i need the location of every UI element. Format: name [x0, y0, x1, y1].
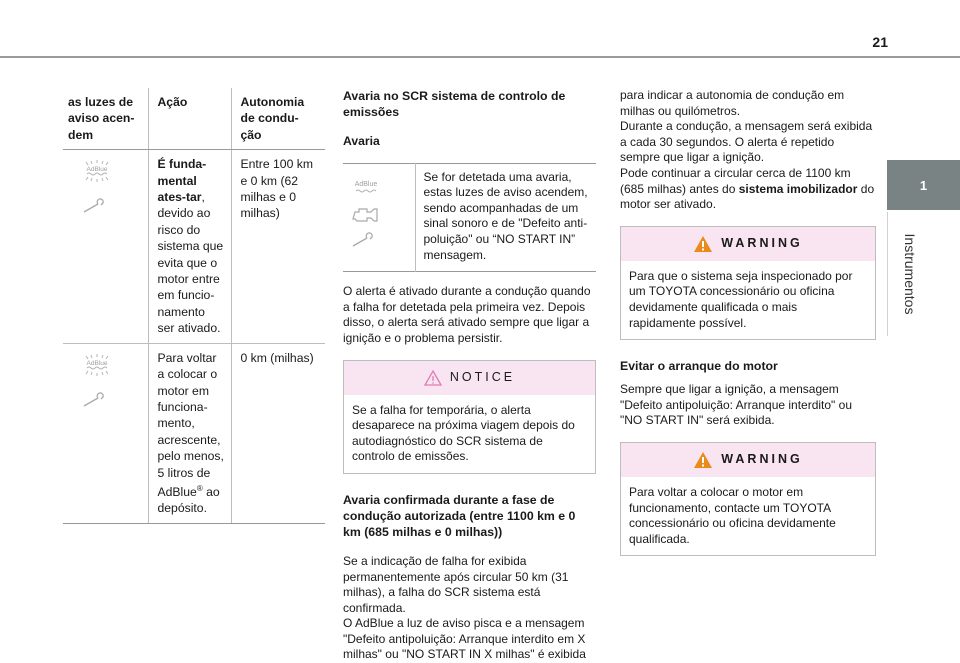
side-tab-panel — [887, 212, 960, 336]
section-heading: Avaria no SCR sistema de controlo de emissões — [343, 89, 566, 119]
wrench-icon — [351, 234, 377, 248]
notice-icon — [424, 370, 442, 386]
adblue-warning-icon — [82, 354, 112, 376]
svg-text:AdBlue: AdBlue — [354, 180, 378, 188]
section-heading: Evitar o arranque do motor — [620, 359, 778, 374]
svg-text:AdBlue: AdBlue — [86, 359, 108, 367]
table-row — [63, 343, 325, 523]
adblue-warning-icon — [82, 160, 112, 182]
paragraph: O AdBlue a luz de aviso pisca e a mensagem "Defeito antipoluição: Arranque interdito em X milhas" ou "NO START IN X milhas" é exibida — [343, 616, 586, 662]
header-rule — [0, 56, 960, 58]
table-header-action: Ação — [148, 88, 231, 150]
paragraph — [620, 166, 876, 213]
table-header-range: Autonomia de condu-ção — [231, 88, 325, 150]
side-tab-chapter[interactable]: 1 — [887, 160, 960, 210]
fault-indicator-box — [343, 163, 596, 273]
table-cell-action — [148, 150, 231, 343]
warning-callout — [620, 442, 876, 556]
action-text: , devido ao risco do sistema que evita que o motor entre em funcio-namento ser ativado. — [157, 190, 224, 336]
wrench-icon — [82, 394, 108, 408]
paragraph: para indicar a autonomia de condução em milhas ou quilómetros. — [620, 88, 845, 118]
warning-icon — [693, 235, 713, 253]
side-tab-title — [900, 212, 920, 336]
fault-icons-cell — [343, 163, 415, 272]
immobilizer-term: sistema imobilizador — [738, 181, 858, 196]
section-heading: Avaria confirmada durante a fase de condução autorizada (entre 1100 km e 0 km (685 milhas e 0 milhas)) — [343, 492, 576, 539]
warning-lights-table — [63, 88, 325, 524]
table-cell-action — [148, 343, 231, 523]
paragraph: Durante a condução, a mensagem será exibida a cada 30 segundos. O alerta é repetido sempre que ligar a ignição. — [620, 119, 873, 165]
notice-callout — [343, 360, 596, 474]
section-subheading: Avaria — [343, 134, 380, 148]
paragraph: O alerta é ativado durante a condução quando a falha for detetada pela primeira vez. Depois disso, o alerta será ativado sempre que ligar a ignição e o problema persistir. — [343, 284, 591, 345]
table-cell-icons — [63, 150, 148, 343]
notice-title: NOTICE — [449, 369, 516, 384]
paragraph: Sempre que ligar a ignição, a mensagem "Defeito antipoluição: Arranque interdito" ou "NO START IN" será exibida. — [620, 382, 853, 428]
warning-text: Para que o sistema seja inspecionado por um TOYOTA concessionário ou oficina devidamente qualificada o mais rapidamente possível. — [629, 268, 853, 330]
action-text-tail: ao depósito. — [157, 485, 220, 516]
paragraph-text-end: do motor ser ativado. — [620, 181, 875, 212]
wrench-icon — [82, 200, 108, 214]
registered-mark: ® — [196, 483, 203, 493]
table-header-row — [63, 88, 325, 150]
middle-column — [343, 88, 596, 663]
page-number: 21 — [872, 34, 888, 50]
action-text: Para voltar a colocar o motor em funciona-mento, acrescente, pelo menos, 5 litros de AdBlue — [157, 350, 224, 499]
warning-title: WARNING — [721, 452, 803, 467]
table-cell-icons — [63, 343, 148, 523]
notice-text: Se a falha for temporária, o alerta desaparece na próxima viagem depois do autodiagnóstico do SCR sistema de controlo de emissões. — [352, 402, 575, 464]
adblue-warning-icon — [351, 178, 381, 194]
paragraph-text: Pode continuar a circular cerca de 1100 km (685 milhas) antes do — [620, 165, 851, 196]
warning-callout — [620, 226, 876, 340]
warning-header — [621, 227, 875, 261]
table-cell-range: Entre 100 km e 0 km (62 milhas e 0 milhas) — [231, 150, 325, 343]
warning-header — [621, 443, 875, 477]
warning-title: WARNING — [721, 235, 803, 250]
paragraph: Se a indicação de falha for exibida permanentemente após circular 50 km (31 milhas), a falha do SCR sistema está confirmada. — [343, 553, 569, 615]
right-column — [620, 88, 876, 574]
engine-check-icon — [351, 204, 381, 224]
table-cell-range: 0 km (milhas) — [231, 343, 325, 523]
table-header-lights: as luzes de aviso acen-dem — [63, 88, 148, 150]
side-tab-title-text: Instrumentos — [902, 233, 918, 315]
table-row — [63, 150, 325, 343]
action-emphasis: É funda-mental ates-tar — [157, 157, 207, 205]
svg-text:AdBlue: AdBlue — [86, 166, 108, 174]
notice-header — [344, 361, 595, 395]
warning-icon — [693, 451, 713, 469]
warning-text: Para voltar a colocar o motor em funcionamento, contacte um TOYOTA concessionário ou oficina devidamente qualificada. — [629, 484, 836, 546]
fault-description: Se for detetada uma avaria, estas luzes de aviso acendem, sendo acompanhadas de um sinal sonoro e de "Defeito anti-poluição" ou “NO START IN” mensagem. — [423, 169, 588, 262]
